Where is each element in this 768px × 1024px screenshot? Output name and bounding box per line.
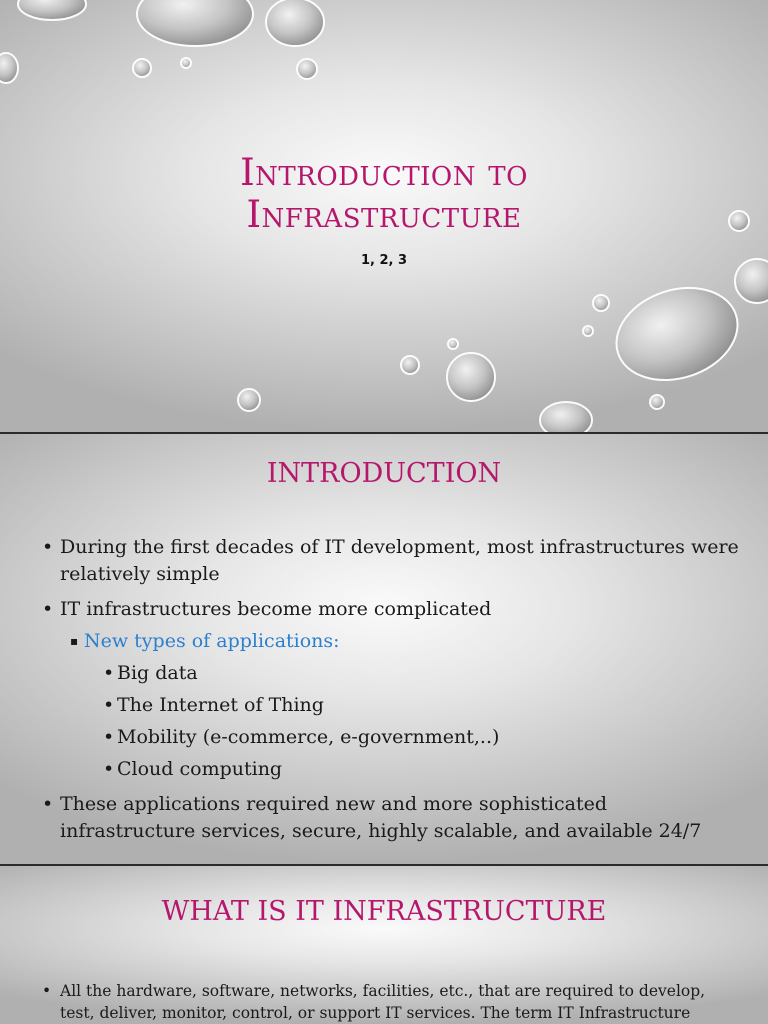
nested-bullet-item	[42, 660, 752, 687]
what-is-it-infrastructure-slide	[0, 866, 768, 1024]
sub-bullet-item	[42, 628, 752, 655]
slide-title	[84, 152, 684, 236]
bullet-text: IT infrastructures become more complicated	[60, 598, 492, 620]
nested-bullet-text: Big data	[117, 662, 198, 684]
introduction-slide	[0, 434, 768, 864]
bullet-text: • All the hardware, software, networks, facilities, etc., that are required to develop,	[60, 982, 706, 1000]
bullet-text: • During the first decades of IT development, most infrastructures were	[60, 536, 739, 558]
nested-bullet-item	[42, 692, 752, 719]
slide-title-line-2: Infrastructure	[246, 193, 522, 236]
bullet-item	[42, 596, 752, 623]
bullet-text: infrastructure services, secure, highly scalable, and available 24/7	[60, 820, 702, 842]
bullet-text: • These applications required new and more sophisticated	[60, 793, 607, 815]
bullet-item	[42, 791, 752, 845]
bullet-list	[42, 980, 758, 1024]
nested-bullet-item	[42, 756, 752, 783]
nested-bullet-item	[42, 724, 752, 751]
slide-heading: WHAT IS IT INFRASTRUCTURE	[161, 896, 607, 927]
bullet-text: relatively simple	[60, 563, 220, 585]
bullet-item	[42, 534, 752, 588]
nested-bullet-text: Mobility (e-commerce, e-government,..)	[117, 726, 500, 748]
slide-title-line-1: Introduction to	[240, 151, 528, 194]
nested-bullet-text: The Internet of Thing	[117, 694, 324, 716]
bullet-item	[42, 980, 758, 1024]
nested-bullet-text: Cloud computing	[117, 758, 283, 780]
bullet-text: test, deliver, monitor, control, or support IT services. The term IT Infrastructure	[60, 1004, 691, 1022]
title-slide	[0, 0, 768, 432]
slide-heading: INTRODUCTION	[266, 458, 502, 489]
bullet-list	[42, 534, 752, 845]
sub-bullet-text: New types of applications:	[84, 630, 340, 652]
slide-subtitle: 1, 2, 3	[360, 253, 408, 268]
